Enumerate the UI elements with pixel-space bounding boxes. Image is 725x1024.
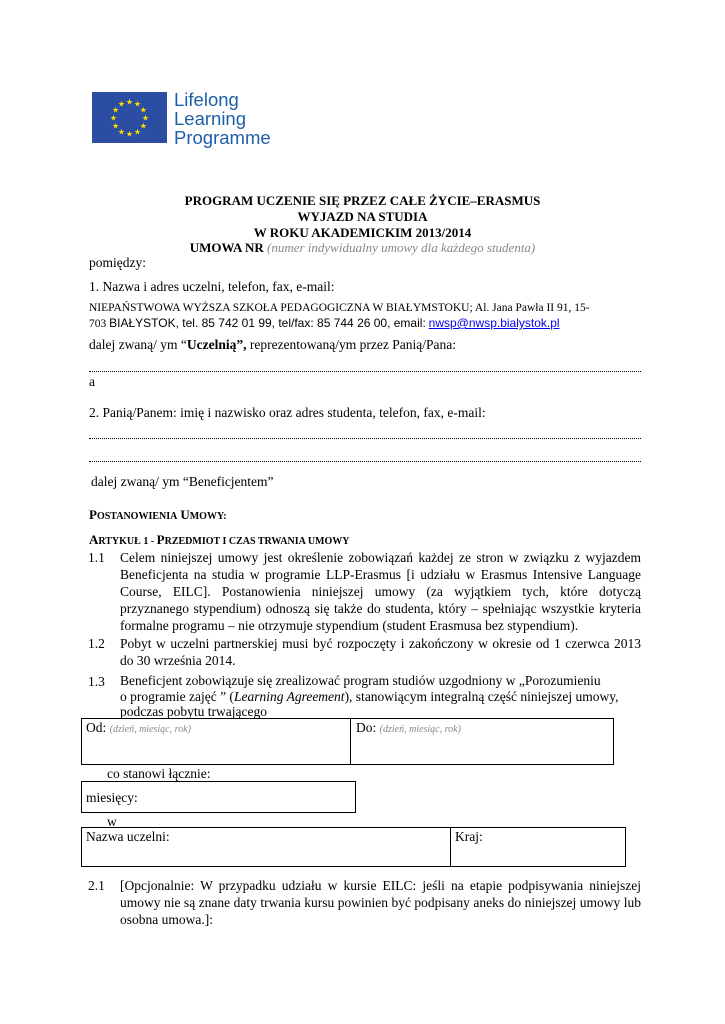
p21-text: [Opcjonalnie: W przypadku udziału w kursie EILC: jeśli na etapie podpisywania niniejszej umowy nie są znane daty trwania kursu powinien być podpisany aneks do niniejszej umowy lub osobna umowa.]:	[120, 878, 641, 927]
university-called	[89, 337, 456, 353]
p12-text: Pobyt w uczelni partnerskiej musi być rozpoczęty i zakończony w okresie od 1 czerwca 2013 do 30 września 2014.	[120, 636, 641, 668]
university-name-label: Nazwa uczelni:	[86, 829, 170, 844]
p13-line2-a: o programie zajęć ” (	[120, 689, 234, 704]
eu-star-icon: ★	[109, 113, 118, 123]
logo-line-3: Programme	[174, 127, 271, 148]
months-field[interactable]	[81, 781, 356, 813]
title-line-1: PROGRAM UCZENIE SIĘ PRZEZ CAŁE ŻYCIE–ERASMUS	[184, 193, 541, 208]
eu-star-icon: ★	[117, 99, 126, 109]
to-label-text: Do:	[356, 720, 377, 735]
article1-rest1: RTYKUŁ 1 -	[98, 536, 157, 547]
logo-text	[174, 90, 304, 147]
eu-star-icon: ★	[125, 97, 134, 107]
eu-star-icon: ★	[139, 121, 147, 131]
dates-table	[81, 718, 614, 765]
to-label	[356, 720, 461, 738]
called-bold: Uczelnią”,	[186, 337, 247, 352]
section2-label: 2. Panią/Panem: imię i nazwisko oraz adres studenta, telefon, fax, e-mail:	[89, 405, 486, 420]
eu-star-icon: ★	[139, 105, 147, 115]
p13-line2-italic: Learning Agreement	[233, 689, 345, 704]
provisions-rest2: MOWY:	[189, 511, 227, 522]
p11-text: Celem niniejszej umowy jest określenie zobowiązań każdej ze stron w związku z wyjazdem Beneficjenta na studia w programie LLP-Erasmus [i udziału w Erasmus Intensive Language Course, EILC]. Postanowienia niniejszej umowy (za wyjątkiem tych, które dotyczą przyznanego stypendium) odnoszą się także do studenta, który – spełniając wszystkie kryteria formalne programu – nie otrzymuje stypendium (student Erasmusa bez stypendium).	[120, 550, 641, 633]
eu-star-icon: ★	[112, 105, 120, 115]
p13-number: 1.3	[88, 674, 105, 689]
in-label: w	[107, 814, 117, 829]
section1-label: 1. Nazwa i adres uczelni, telefon, fax, e-mail:	[89, 279, 335, 294]
provisions-rest: OSTANOWIENIA	[96, 511, 178, 522]
article1-first2: P	[156, 532, 165, 547]
student-dotted-line-2[interactable]	[89, 460, 641, 462]
p13-line-2	[120, 689, 618, 705]
article1-first: A	[89, 532, 99, 547]
address-contact: BIAŁYSTOK, tel. 85 742 01 99, tel/fax: 85 744 26 00, email:	[109, 316, 426, 330]
article1-heading	[89, 532, 349, 550]
p21-number: 2.1	[88, 878, 105, 893]
article1-rest2: RZEDMIOT I CZAS TRWANIA UMOWY	[164, 536, 350, 547]
eu-flag-icon	[92, 92, 167, 143]
university-table	[81, 827, 626, 867]
eu-star-icon: ★	[117, 127, 126, 137]
eu-star-icon: ★	[133, 127, 142, 137]
from-label-text: Od:	[86, 720, 107, 735]
to-date-cell[interactable]	[351, 719, 613, 764]
and-label: a	[89, 374, 95, 389]
university-address-line1: NIEPAŃSTWOWA WYŻSZA SZKOŁA PEDAGOGICZNA W BIAŁYMSTOKU; Al. Jana Pawła II 91, 15-	[89, 302, 590, 314]
title-line-2: WYJAZD NA STUDIA	[297, 209, 428, 224]
called-suffix: reprezentowaną/ym przez Panią/Pana:	[246, 337, 456, 352]
address-postcode: 703	[89, 318, 107, 330]
from-hint: (dzień, miesiąc, rok)	[109, 724, 191, 735]
p13-line2-b: ), stanowiącym integralną część niniejszej umowy,	[344, 689, 619, 704]
p13-line-1: Beneficjent zobowiązuje się zrealizować program studiów uzgodniony w „Porozumieniu	[120, 673, 601, 688]
eu-star-icon: ★	[112, 121, 120, 131]
provisions-heading	[89, 507, 227, 525]
eu-star-icon: ★	[125, 129, 134, 139]
between-label: pomiędzy:	[89, 255, 146, 270]
logo-line-2: Learning	[174, 108, 247, 129]
title-line-4	[0, 240, 725, 256]
total-label: co stanowi łącznie:	[107, 766, 211, 781]
provisions-first: P	[89, 507, 97, 522]
provisions-first2: U	[180, 507, 190, 522]
logo-line-1: Lifelong	[174, 89, 239, 110]
contract-number-label: UMOWA NR	[189, 240, 264, 255]
eu-star-icon: ★	[141, 113, 150, 123]
university-name-cell[interactable]	[82, 828, 451, 866]
representative-dotted-line[interactable]	[89, 370, 641, 372]
university-address-line2	[89, 315, 560, 332]
title-line-3: W ROKU AKADEMICKIM 2013/2014	[253, 225, 472, 240]
p13-line-3: podczas pobytu trwającego	[120, 704, 267, 719]
country-cell[interactable]	[451, 828, 625, 866]
student-dotted-line-1[interactable]	[89, 437, 641, 439]
p12-number: 1.2	[88, 636, 105, 651]
called-prefix: dalej zwaną/ ym “	[89, 337, 187, 352]
email-link[interactable]: nwsp@nwsp.bialystok.pl	[428, 316, 560, 330]
contract-number-hint: (numer indywidualny umowy dla każdego studenta)	[267, 240, 536, 255]
months-label: miesięcy:	[86, 790, 138, 805]
beneficiary-called: dalej zwaną/ ym “Beneficjentem”	[91, 474, 274, 489]
country-label: Kraj:	[455, 829, 483, 844]
p11-number: 1.1	[88, 550, 105, 565]
to-hint: (dzień, miesiąc, rok)	[379, 724, 461, 735]
eu-star-icon: ★	[133, 99, 142, 109]
from-date-cell[interactable]	[82, 719, 351, 764]
from-label	[86, 720, 191, 738]
